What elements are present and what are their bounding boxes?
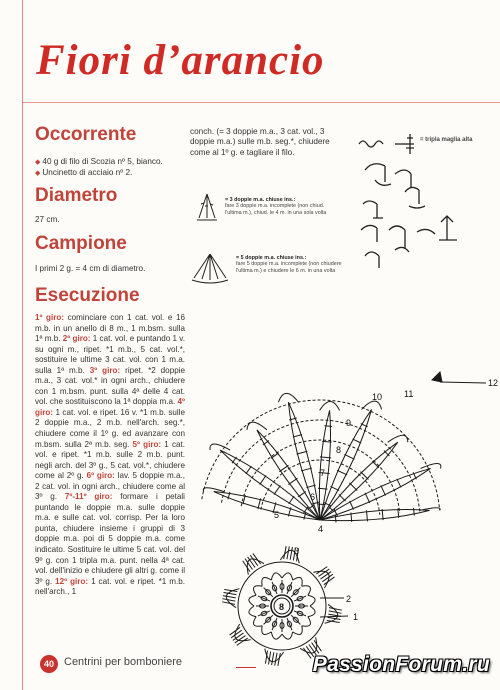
leader-line (440, 382, 486, 383)
petal-stitch (337, 470, 347, 475)
chain-arch (271, 632, 282, 639)
petal-stitch (350, 501, 354, 510)
cluster-stitch (272, 652, 274, 665)
edge-scallop (278, 393, 298, 402)
petal-stitch (330, 486, 339, 490)
three-dc-cluster-icon (195, 192, 219, 222)
chain-arch (293, 626, 303, 635)
petal-stitch (349, 483, 357, 491)
chain-arch (282, 632, 293, 639)
petal-stitch (301, 468, 312, 471)
petal-stitch (258, 498, 261, 509)
chain-arch (254, 586, 263, 596)
legend-tripla: = tripla maglia alta (420, 137, 473, 143)
petal-stitch (397, 479, 401, 488)
petal-stitch (344, 454, 354, 459)
chain-arch (249, 595, 256, 606)
petal-stitch (289, 496, 294, 504)
petal-stitch (361, 472, 369, 480)
petal-stitch (384, 451, 389, 456)
diametro-value: 27 cm. (35, 215, 60, 224)
page-number: 40 (40, 655, 58, 673)
round-label: 4 (318, 524, 324, 534)
petal-stitch (298, 492, 306, 497)
cluster-stitch (290, 547, 292, 560)
cluster-stitch (328, 617, 341, 619)
center-round-label: 8 (279, 602, 285, 612)
cluster-stitch (275, 653, 277, 666)
round-label: 6 (310, 492, 316, 502)
materials-item: ◆ 40 g di filo di Scozia nº 5, bianco. (35, 157, 163, 166)
petal-outline (257, 430, 320, 520)
edge-scallop (421, 463, 441, 468)
cluster-stitch (250, 555, 258, 566)
instructions-continuation: conch. (= 3 doppie m.a., 3 cat. vol., 3 doppie m.a.) sulle m.b. seg.*, chiudere come al 1º g. e tagliare il filo. (190, 127, 330, 157)
round-label: 12 (488, 378, 499, 388)
bullet-icon: ◆ (35, 170, 41, 178)
spoke-stitch (264, 588, 273, 597)
campione-text: I primi 2 g. = 4 cm di diametro. (35, 264, 146, 273)
diametro-heading: Diametro (35, 185, 118, 206)
chain-arch (262, 578, 272, 587)
petal-stitch (274, 485, 280, 494)
cluster-stitch (269, 652, 271, 665)
occorrente-heading: Occorrente (35, 124, 137, 145)
outer-arch (265, 649, 284, 662)
bullet-icon: ◆ (35, 159, 41, 166)
chain-arch (308, 595, 315, 606)
cluster-stitch (223, 596, 236, 598)
outer-arch (325, 604, 338, 623)
round-label: 9 (346, 418, 352, 428)
edge-scallop (388, 435, 408, 442)
petal-stitch (381, 485, 386, 495)
cluster-stitch (222, 599, 235, 601)
symbol-legend-chains (355, 130, 490, 270)
round-label: 3 (294, 546, 300, 556)
petal-outline (220, 450, 320, 520)
round-arc (202, 400, 440, 510)
leader-line (320, 616, 348, 617)
outer-arch (226, 589, 239, 608)
petal-stitch (365, 493, 370, 503)
cluster-stitch (237, 638, 248, 645)
petal-stitch (414, 508, 415, 516)
petal-stitch (246, 466, 251, 474)
margin-line (22, 0, 23, 690)
edge-scallop (320, 401, 340, 410)
edge-scallop (420, 508, 441, 511)
cluster-stitch (316, 567, 327, 574)
cluster-stitch (233, 633, 244, 640)
chain-arch (302, 586, 311, 596)
petal-stitch (318, 504, 326, 505)
footer-section: Centrini per bomboniere (64, 656, 183, 668)
spoke-stitch (291, 588, 300, 597)
campione-heading: Campione (35, 233, 127, 254)
spoke-stitch (264, 615, 273, 624)
petal-stitch (279, 465, 288, 471)
round-label: 11 (404, 389, 414, 399)
cluster-stitch (314, 640, 321, 651)
watermark: PassionForum.ru (312, 653, 490, 676)
petal-stitch (306, 485, 315, 487)
spoke-stitch (291, 615, 300, 624)
chain-arch (254, 617, 263, 627)
round-label: 8 (336, 445, 342, 455)
chain-arch (282, 573, 293, 580)
petal-stitch (288, 478, 297, 484)
petal-stitch (260, 475, 266, 484)
legend-three-dc: = 3 doppie m.a. chiuse ins.: fare 3 doppie m.a. incomplete (non chiud. l'ultima m.), chiud. le 4 m. in una sola volta (225, 197, 327, 216)
start-arrow-icon (432, 372, 442, 382)
cluster-stitch (248, 557, 255, 568)
legend-five-dc: = 5 doppie m.a. chiuse ins.: fare 5 doppie m.a. incomplete (non chiudere l'ultima m.) e chiudere le 6 m. in una volta (236, 255, 342, 274)
petal-stitch (293, 435, 302, 437)
chain-arch (271, 573, 282, 580)
cluster-stitch (321, 572, 332, 579)
chain-arch (249, 606, 256, 617)
page-title: Fiori d’arancio (36, 37, 325, 84)
round-label: 2 (346, 594, 352, 604)
footer-line (236, 667, 256, 668)
chain-arch (262, 626, 272, 635)
round-label: 10 (372, 392, 383, 402)
cluster-stitch (231, 630, 242, 638)
petal-stitch (335, 515, 336, 523)
edge-scallop (203, 488, 223, 492)
round-label: 1 (353, 612, 359, 622)
five-dc-cluster-icon (190, 252, 230, 282)
edge-scallop (210, 444, 230, 450)
cluster-stitch (322, 574, 333, 582)
instructions-text: 1º giro: cominciare con 1 cat. vol. e 16 m.b. in un anello di 8 m., 1 m.bsm. sulla 1ª m.b. 2º giro: 1 cat. vol. e puntando 1 v. su ogni m., ripet. *1 m.b., 5 cat. vol.*, sostituire le ultime 3 cat. vol. con 1 m.a. sulla 1ª m.b. 3º giro: ripet. *2 doppie m.a., 3 cat. vol.* in ogni arch., chiudere con 1 m.bsm. punt. sulla 4ª delle 4 cat. vol. che sostituiscono la 1ª doppia m.a. 4º giro: 1 cat. vol. e ripet. 16 v. *1 m.b. sulle 2 doppie m.a., 2 m.b. nell'arch. seg.*, chiudere come il 1º g. ed avanzare con m.bsm. sulla 2ª m.b. seg. 5º giro: 1 cat. vol. e ripet. *1 m.b. sulle 2 m.b. punt. negli arch. del 3º g., 5 cat. vol.*, chiudere come al 2º g. 6º giro: lav. 5 doppie m.a., 2 cat. vol. in ogni arch., chiudere come al 3º g. 7º-11º giro: formare i petali puntando le doppie m.a. sulle doppie m.a. e sulle cat. vol. corrisp. Per la loro punta, chiudere insieme i gruppi di 3 doppie m.a. poi di 5 doppie m.a. come indicato. Sostituire le ultime 5 cat. vol. del 9º g. con 1 tripla m.a. punt. nella 4ª cat. vol. dell'inizio e chiudere gli altri g. come il 3º g. 12º giro: 1 cat. vol. e ripet. *1 m.b. nell'arch., 1 (35, 313, 185, 597)
diagram-labels (274, 378, 498, 622)
chain-arch (293, 578, 303, 587)
cluster-stitch (329, 611, 342, 613)
esecuzione-heading: Esecuzione (35, 285, 140, 306)
round-label: 7 (320, 468, 326, 478)
round-label: 5 (274, 510, 280, 520)
petal-stitch (324, 426, 332, 427)
petal-outline (320, 442, 398, 520)
title-rule (22, 102, 500, 103)
edge-scallop (247, 422, 267, 430)
cluster-stitch (287, 546, 289, 559)
materials-list (35, 157, 185, 180)
chain-arch (302, 617, 311, 627)
chain-arch (308, 606, 315, 617)
cluster-stitch (224, 593, 237, 595)
crochet-diagram (170, 280, 500, 650)
petal-stitch (297, 451, 308, 454)
petal-stitch (353, 439, 362, 443)
petal-stitch (339, 494, 346, 501)
materials-item: ◆ Uncinetto di acciaio nº 2. (35, 168, 133, 178)
cluster-stitch (243, 561, 250, 572)
